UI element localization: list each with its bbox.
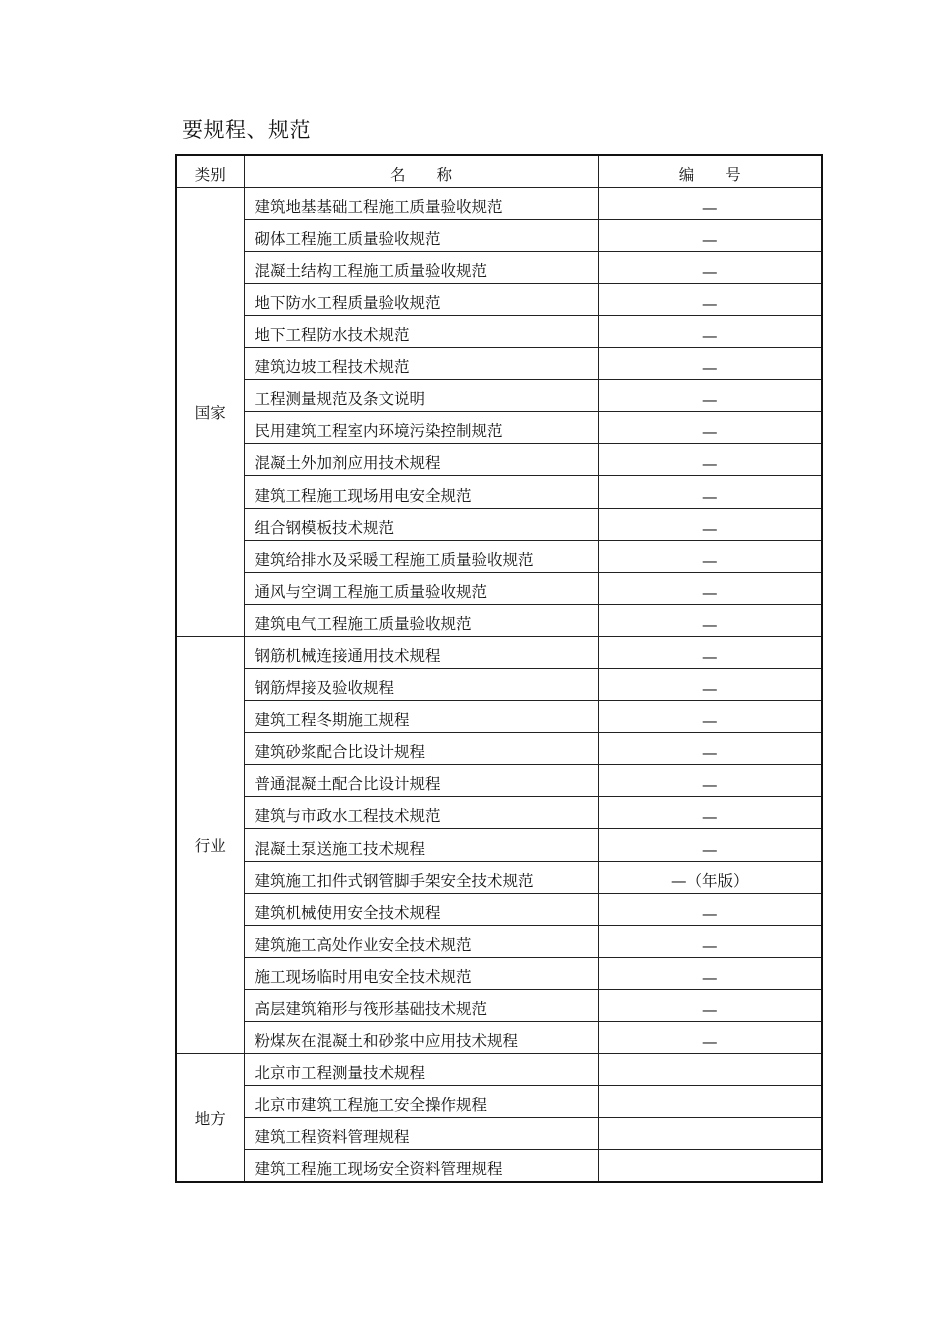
standard-code-cell: — (598, 315, 822, 347)
table-header-row (176, 155, 822, 187)
table-row (176, 989, 822, 1021)
standard-name-cell: 建筑工程冬期施工规程 (244, 701, 598, 733)
standard-code-cell: — (598, 925, 822, 957)
standard-name-cell: 北京市工程测量技术规程 (244, 1054, 598, 1086)
header-name: 名 称 (244, 155, 598, 187)
standard-code-cell: — (598, 893, 822, 925)
standard-name-cell: 建筑工程施工现场安全资料管理规程 (244, 1150, 598, 1182)
standard-name-cell: 通风与空调工程施工质量验收规范 (244, 572, 598, 604)
standard-name-cell: 地下工程防水技术规范 (244, 315, 598, 347)
standard-code-cell: — (598, 604, 822, 636)
standard-code-cell: — (598, 251, 822, 283)
header-code: 编 号 (598, 155, 822, 187)
standard-name-cell: 建筑电气工程施工质量验收规范 (244, 604, 598, 636)
standard-name-cell: 北京市建筑工程施工安全操作规程 (244, 1086, 598, 1118)
table-row (176, 1086, 822, 1118)
table-row (176, 1118, 822, 1150)
table-row (176, 829, 822, 861)
standard-code-cell: — (598, 476, 822, 508)
table-row (176, 636, 822, 668)
standard-code-cell: — (598, 957, 822, 989)
standard-code-cell (598, 1150, 822, 1182)
standard-name-cell: 砌体工程施工质量验收规范 (244, 219, 598, 251)
standard-name-cell: 钢筋焊接及验收规程 (244, 669, 598, 701)
standard-code-cell: — (598, 412, 822, 444)
table-row (176, 412, 822, 444)
standard-code-cell: — (598, 283, 822, 315)
table-row (176, 1022, 822, 1054)
standard-code-cell: — (598, 187, 822, 219)
standard-code-cell: — (598, 380, 822, 412)
standard-name-cell: 建筑工程资料管理规程 (244, 1118, 598, 1150)
standard-code-cell: — (598, 348, 822, 380)
standard-name-cell: 民用建筑工程室内环境污染控制规范 (244, 412, 598, 444)
standard-name-cell: 工程测量规范及条文说明 (244, 380, 598, 412)
standard-code-cell: — (598, 508, 822, 540)
standard-name-cell: 混凝土外加剂应用技术规程 (244, 444, 598, 476)
standard-name-cell: 建筑地基基础工程施工质量验收规范 (244, 187, 598, 219)
table-row (176, 187, 822, 219)
standard-name-cell: 建筑砂浆配合比设计规程 (244, 733, 598, 765)
table-row (176, 669, 822, 701)
standard-name-cell: 混凝土结构工程施工质量验收规范 (244, 251, 598, 283)
standard-code-cell (598, 1054, 822, 1086)
standard-name-cell: 建筑给排水及采暖工程施工质量验收规范 (244, 540, 598, 572)
table-row (176, 861, 822, 893)
standard-code-cell: — (598, 219, 822, 251)
standard-code-cell: — (598, 669, 822, 701)
standard-name-cell: 施工现场临时用电安全技术规范 (244, 957, 598, 989)
standard-code-cell: — (598, 444, 822, 476)
standard-name-cell: 建筑边坡工程技术规范 (244, 348, 598, 380)
standard-code-cell: — (598, 540, 822, 572)
category-cell: 国家 (176, 187, 244, 636)
table-row (176, 1150, 822, 1182)
standard-name-cell: 普通混凝土配合比设计规程 (244, 765, 598, 797)
standard-code-cell: — (598, 797, 822, 829)
standard-name-cell: 建筑施工扣件式钢管脚手架安全技术规范 (244, 861, 598, 893)
table-row (176, 219, 822, 251)
standard-code-cell: —（年版） (598, 861, 822, 893)
standard-code-cell: — (598, 636, 822, 668)
standard-name-cell: 地下防水工程质量验收规范 (244, 283, 598, 315)
standard-code-cell: — (598, 765, 822, 797)
standard-name-cell: 建筑施工高处作业安全技术规范 (244, 925, 598, 957)
standard-name-cell: 钢筋机械连接通用技术规程 (244, 636, 598, 668)
table-row (176, 251, 822, 283)
table-row (176, 508, 822, 540)
standard-name-cell: 组合钢模板技术规范 (244, 508, 598, 540)
table-row (176, 765, 822, 797)
category-cell: 地方 (176, 1054, 244, 1182)
standard-name-cell: 粉煤灰在混凝土和砂浆中应用技术规程 (244, 1022, 598, 1054)
standard-name-cell: 高层建筑箱形与筏形基础技术规范 (244, 989, 598, 1021)
table-body (176, 187, 822, 1182)
page-title: 要规程、规范 (182, 118, 311, 142)
standard-code-cell: — (598, 1022, 822, 1054)
standard-code-cell: — (598, 829, 822, 861)
table-row (176, 925, 822, 957)
table-row (176, 476, 822, 508)
standard-code-cell (598, 1118, 822, 1150)
standard-name-cell: 建筑与市政水工程技术规范 (244, 797, 598, 829)
table-row (176, 893, 822, 925)
table-row (176, 444, 822, 476)
category-cell: 行业 (176, 636, 244, 1053)
header-category: 类别 (176, 155, 244, 187)
standard-name-cell: 混凝土泵送施工技术规程 (244, 829, 598, 861)
standard-code-cell: — (598, 572, 822, 604)
table-row (176, 797, 822, 829)
standard-code-cell (598, 1086, 822, 1118)
standard-name-cell: 建筑机械使用安全技术规程 (244, 893, 598, 925)
table-row (176, 701, 822, 733)
standards-table (175, 154, 823, 1183)
table-row (176, 572, 822, 604)
table-row (176, 283, 822, 315)
standard-code-cell: — (598, 701, 822, 733)
table-row (176, 348, 822, 380)
table-row (176, 604, 822, 636)
table-row (176, 540, 822, 572)
standard-code-cell: — (598, 989, 822, 1021)
standard-code-cell: — (598, 733, 822, 765)
table-row (176, 315, 822, 347)
table-row (176, 1054, 822, 1086)
table-row (176, 733, 822, 765)
table-row (176, 380, 822, 412)
table-row (176, 957, 822, 989)
standard-name-cell: 建筑工程施工现场用电安全规范 (244, 476, 598, 508)
